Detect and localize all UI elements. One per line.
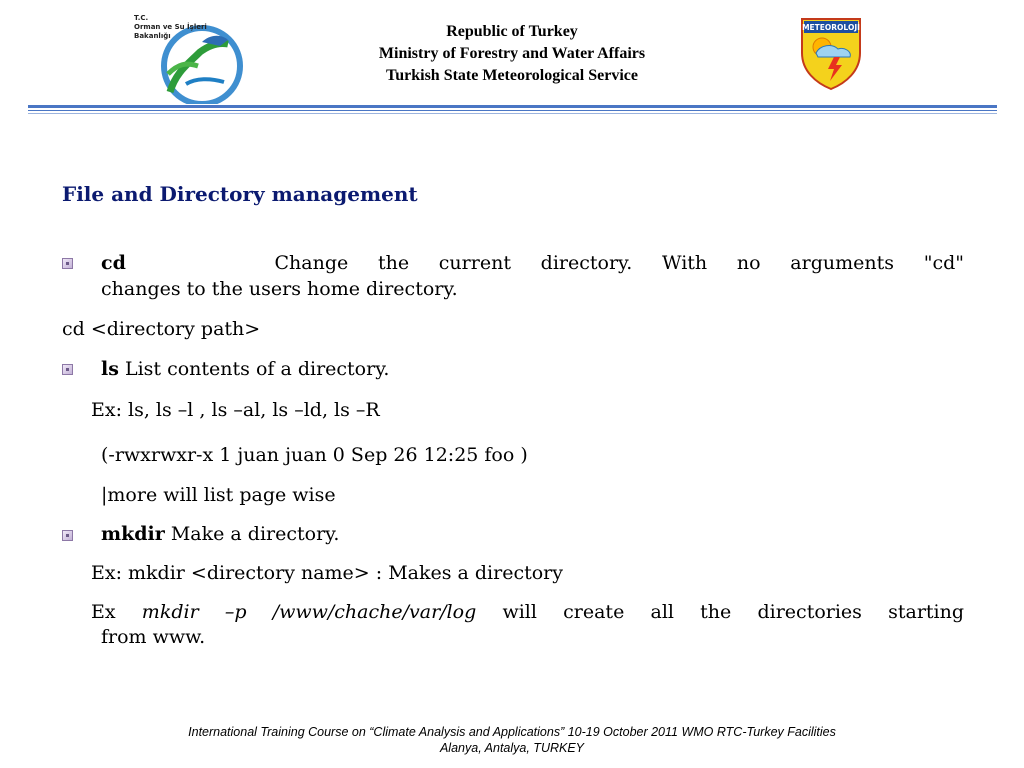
- ls-example: Ex: ls, ls –l , ls –al, ls –ld, ls –R: [91, 399, 380, 421]
- ministry-line-1: T.C.: [134, 14, 149, 22]
- bullet-mkdir: [62, 530, 73, 541]
- mkdir-example: Ex: mkdir <directory name> : Makes a directory: [91, 562, 563, 584]
- cd-term: cd: [101, 252, 126, 274]
- bullet-cd: [62, 258, 73, 269]
- ministry-line-2: Orman ve Su İşleri: [134, 23, 207, 31]
- mkdir-ex2-rest: will create all the directories starting: [502, 601, 965, 623]
- header-rule-thick: [28, 105, 997, 108]
- header-rule-light: [28, 113, 997, 114]
- cd-item: [101, 250, 964, 276]
- ls-output-example: (-rwxrwxr-x 1 juan juan 0 Sep 26 12:25 foo ): [101, 444, 528, 466]
- slide-title: File and Directory management: [62, 182, 418, 206]
- header-title-block: [0, 21, 1024, 87]
- mkdir-ex2-prefix: Ex: [91, 601, 116, 623]
- mkdir-term: mkdir: [101, 523, 165, 545]
- cd-description: Change the current directory. With no arguments "cd": [274, 252, 964, 274]
- ls-description: List contents of a directory.: [124, 358, 390, 380]
- ls-term: ls: [101, 358, 119, 380]
- ls-more-note: |more will list page wise: [101, 484, 336, 506]
- footer: [0, 724, 1024, 756]
- mkdir-item: [101, 523, 339, 545]
- emblem-label: METEOROLOJİ: [802, 23, 860, 32]
- footer-course-line: International Training Course on “Climate Analysis and Applications” 10-19 October 2011 WMO RTC-Turkey Facilities: [188, 725, 836, 739]
- ls-item: [101, 358, 389, 380]
- bullet-ls: [62, 364, 73, 375]
- header-rule-thin: [28, 110, 997, 111]
- cd-usage: cd <directory path>: [62, 318, 261, 340]
- mkdir-ex2-command: mkdir –p /www/chache/var/log: [141, 601, 477, 623]
- cd-description-cont: changes to the users home directory.: [101, 278, 458, 300]
- header-line-service: Turkish State Meteorological Service: [386, 67, 638, 84]
- header-line-republic: Republic of Turkey: [446, 23, 578, 40]
- mkdir-example-2: [91, 601, 964, 623]
- meteorology-emblem: [798, 17, 864, 91]
- mkdir-description: Make a directory.: [170, 523, 340, 545]
- ministry-line-3: Bakanlığı: [134, 32, 171, 40]
- footer-location-line: Alanya, Antalya, TURKEY: [439, 741, 585, 755]
- header-line-ministry: Ministry of Forestry and Water Affairs: [378, 45, 646, 62]
- mkdir-example-2-cont: from www.: [101, 626, 206, 648]
